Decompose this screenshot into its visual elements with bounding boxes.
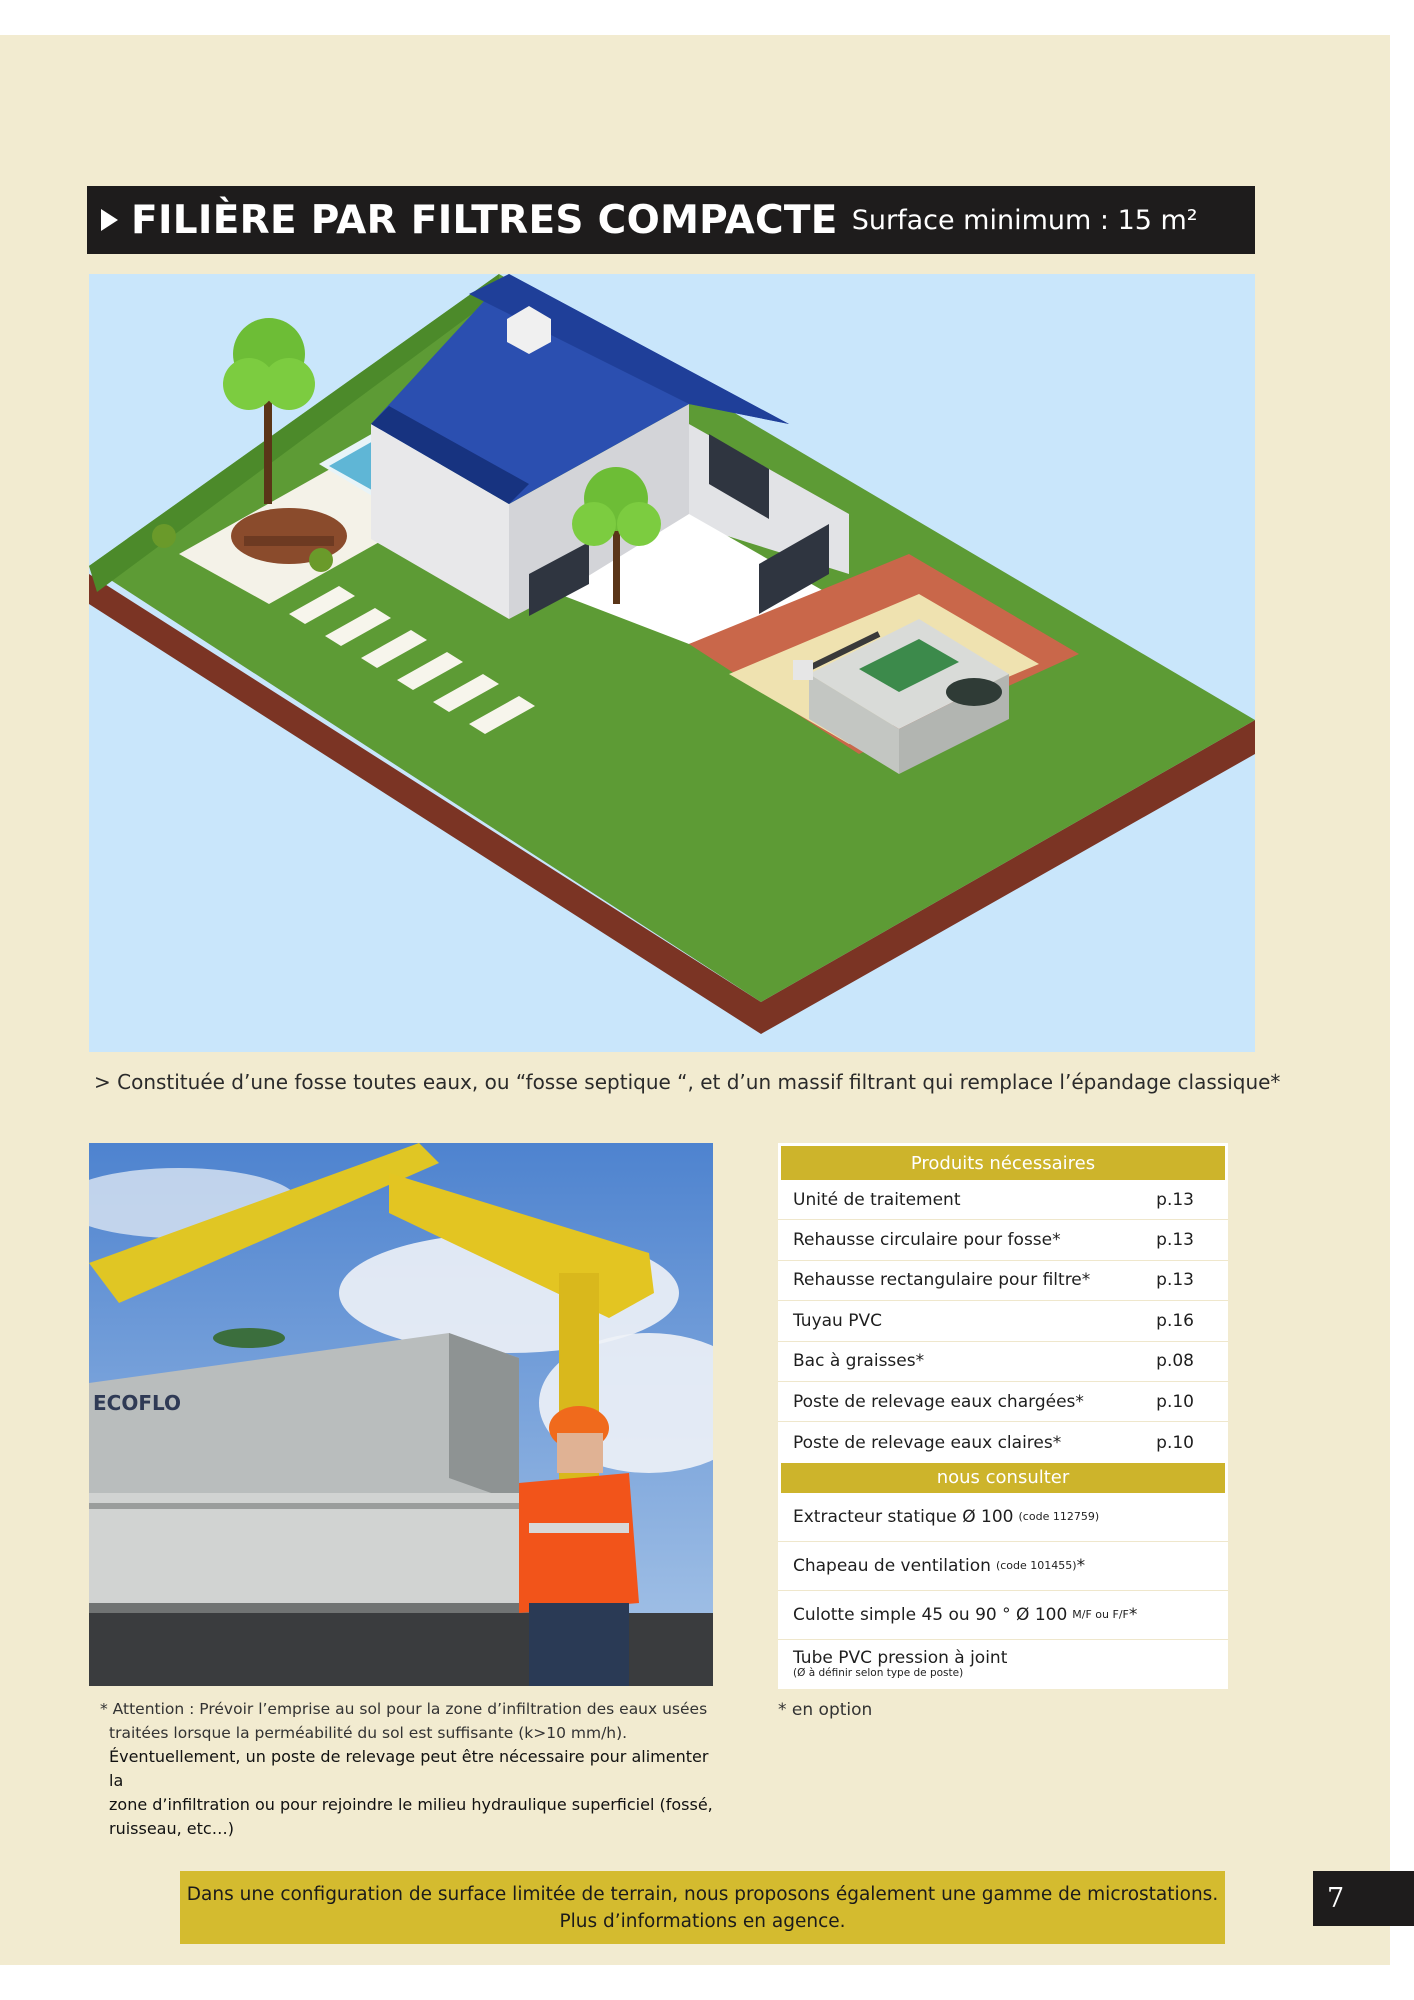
- product-row: [778, 1220, 1228, 1260]
- footnote-line-1: * Attention : Prévoir l’emprise au sol pour la zone d’infiltration des eaux usées: [100, 1700, 708, 1718]
- product-row: [778, 1342, 1228, 1382]
- consult-label: Tube PVC pression à joint: [793, 1647, 1008, 1668]
- product-label: Rehausse circulaire pour fosse*: [793, 1230, 1061, 1251]
- consult-row: [778, 1542, 1228, 1591]
- products-table: [778, 1143, 1228, 1689]
- consult-code: (code 112759): [1018, 1510, 1100, 1524]
- section-subtitle: Surface minimum : 15 m²: [851, 204, 1198, 236]
- consult-suffix: *: [1128, 1604, 1138, 1625]
- product-label: Poste de relevage eaux claires*: [793, 1432, 1062, 1453]
- section-title: FILIÈRE PAR FILTRES COMPACTE: [131, 197, 838, 243]
- consult-label: Chapeau de ventilation: [793, 1555, 991, 1576]
- consult-row: [778, 1640, 1228, 1689]
- play-arrow-icon: [101, 209, 118, 231]
- consult-code: (code 101455): [995, 1559, 1077, 1573]
- product-label: Unité de traitement: [793, 1189, 961, 1210]
- footnote-bold-line-2: zone d’infiltration ou pour rejoindre le milieu hydraulique superficiel (fossé,: [109, 1795, 713, 1814]
- banner-line-2: Plus d’informations en agence.: [559, 1910, 846, 1932]
- banner-line-1: Dans une configuration de surface limitée de terrain, nous proposons également une gamme de microstations.: [186, 1883, 1219, 1905]
- product-row: [778, 1180, 1228, 1220]
- products-header: Produits nécessaires: [781, 1146, 1225, 1180]
- product-page: p.16: [1156, 1310, 1194, 1331]
- product-label: Rehausse rectangulaire pour filtre*: [793, 1270, 1091, 1291]
- product-label: Poste de relevage eaux chargées*: [793, 1391, 1084, 1412]
- product-label: Tuyau PVC: [793, 1310, 882, 1331]
- consult-suffix: *: [1076, 1555, 1086, 1576]
- product-page: p.10: [1156, 1432, 1194, 1453]
- product-label: Bac à graisses*: [793, 1351, 925, 1372]
- product-page: p.10: [1156, 1391, 1194, 1412]
- house-illustration: [89, 274, 1255, 1052]
- footnote-bold-line-3: ruisseau, etc…): [109, 1819, 234, 1838]
- truck-brand-label: ECOFLO: [93, 1391, 182, 1415]
- consult-row: [778, 1493, 1228, 1542]
- option-note: * en option: [778, 1700, 873, 1720]
- product-row: [778, 1382, 1228, 1422]
- product-page: p.13: [1156, 1189, 1194, 1210]
- page-number: 7: [1313, 1871, 1414, 1926]
- footnote-bold-line-1: Éventuellement, un poste de relevage peut être nécessaire pour alimenter la: [109, 1747, 709, 1790]
- consult-label: Extracteur statique Ø 100: [793, 1506, 1014, 1527]
- consult-code: M/F ou F/F: [1072, 1608, 1129, 1622]
- truck-crane-photo: [89, 1143, 713, 1686]
- product-page: p.13: [1156, 1270, 1194, 1291]
- consult-code: (Ø à définir selon type de poste): [793, 1666, 964, 1679]
- product-page: p.08: [1156, 1351, 1194, 1372]
- product-row: [778, 1422, 1228, 1462]
- illustration-caption: > Constituée d’une fosse toutes eaux, ou “fosse septique “, et d’un massif filtrant qui remplace l’épandage classique*: [94, 1070, 1281, 1094]
- footnote-line-2: traitées lorsque la perméabilité du sol est suffisante (k>10 mm/h).: [109, 1724, 628, 1742]
- product-row: [778, 1301, 1228, 1341]
- attention-footnote: [100, 1697, 720, 1841]
- consult-header: nous consulter: [781, 1463, 1225, 1493]
- section-title-bar: [87, 186, 1255, 254]
- consult-label: Culotte simple 45 ou 90 ° Ø 100: [793, 1604, 1068, 1625]
- product-page: p.13: [1156, 1230, 1194, 1251]
- microstation-banner: [180, 1871, 1225, 1944]
- product-row: [778, 1261, 1228, 1301]
- consult-row: [778, 1591, 1228, 1640]
